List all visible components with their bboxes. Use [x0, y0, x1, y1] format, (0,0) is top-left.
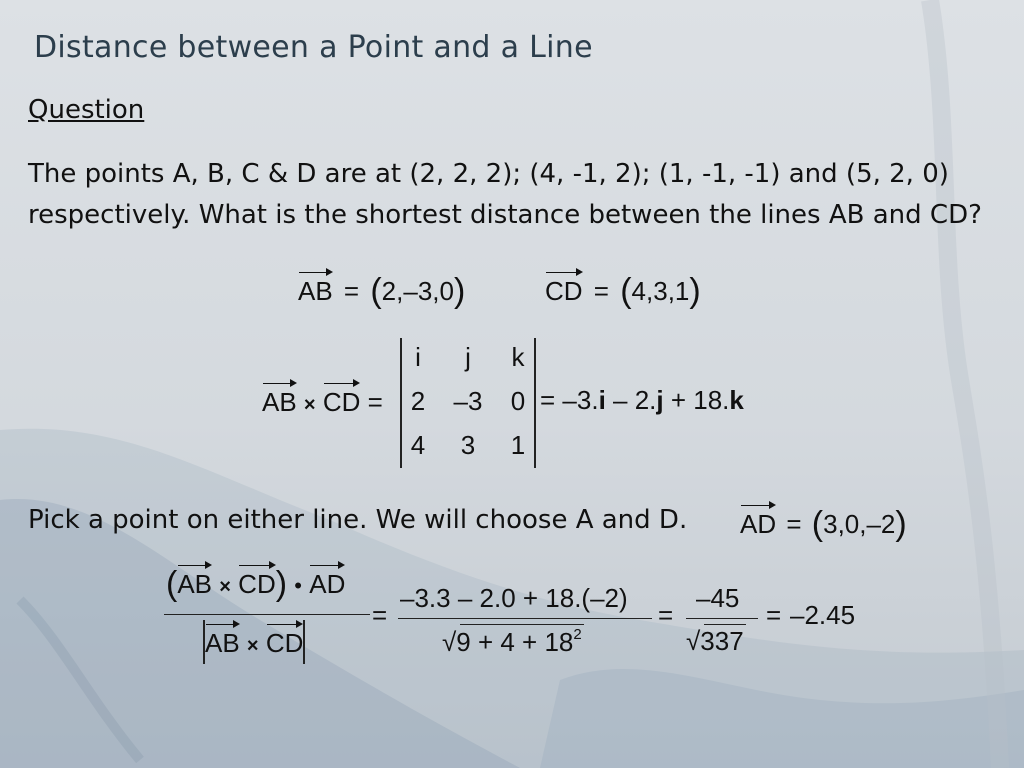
slide-title: Distance between a Point and a Line: [34, 30, 593, 65]
unit-j: j: [656, 385, 664, 415]
fraction-line: [686, 618, 758, 619]
num-ad: AD: [309, 569, 346, 599]
vector-ab-label: AB: [298, 276, 333, 306]
cross-operator: ×: [246, 635, 259, 657]
determinant-matrix: [400, 338, 536, 468]
fraction-line: [398, 618, 652, 619]
formula-numerator: (AB × CD) • AD: [166, 565, 346, 603]
matrix-cell: 1: [510, 430, 526, 460]
matrix-cell: 0: [510, 386, 526, 416]
cross-lhs-cd: CD: [322, 387, 361, 417]
vector-cd-value: 4,3,1: [631, 276, 690, 306]
equals-sign: =: [343, 276, 360, 306]
fraction2-numerator: –45: [696, 583, 740, 613]
dot-operator: •: [294, 573, 302, 598]
cross-product-result: [540, 385, 744, 416]
fraction-line: [164, 614, 370, 615]
num-ab: AB: [177, 569, 213, 599]
result-part: – 2.: [605, 385, 657, 415]
result-part: = –3.: [540, 385, 599, 415]
cross-lhs-ab: AB: [262, 387, 297, 417]
num-cd: CD: [238, 569, 276, 599]
matrix-cell: k: [511, 342, 525, 372]
equals-sign: =: [658, 600, 674, 630]
vector-ad-label: AD: [740, 509, 777, 539]
matrix-cell: 3: [460, 430, 476, 460]
cross-operator: ×: [303, 394, 316, 416]
matrix-cell: j: [465, 342, 471, 372]
cross-operator: ×: [219, 576, 231, 598]
sqrt-content: 9 + 4 + 18: [456, 627, 574, 657]
den-ab: AB: [205, 628, 240, 658]
exponent: 2: [573, 626, 582, 643]
matrix-cell: –3: [453, 386, 483, 416]
square-root: √ $9 + 4 + 18^2$: [442, 626, 582, 657]
result-part: + 18.: [663, 385, 730, 415]
formula-denominator: [203, 620, 305, 664]
vector-cd-label: CD: [545, 276, 583, 306]
vector-ad-value: 3,0,–2: [823, 509, 896, 539]
question-text: The points A, B, C & D are at (2, 2, 2); (4, -1, 2); (1, -1, -1) and (5, 2, 0) respectively. What is the shortest distance between the lines AB and CD?: [28, 159, 982, 230]
vector-ab-value: 2,–3,0: [381, 276, 454, 306]
equals-sign: =: [766, 600, 782, 630]
equals-sign: =: [593, 276, 609, 306]
cross-product-lhs: [262, 385, 383, 418]
equals-sign: =: [367, 387, 383, 417]
vector-ab-equation: AB = (2,–3,0): [298, 272, 466, 310]
vector-cd-equation: CD = (4,3,1): [545, 272, 701, 310]
step-numerator: –3.3 – 2.0 + 18.(–2): [400, 583, 628, 613]
fraction2-denominator: [686, 626, 744, 657]
equals-sign: =: [786, 509, 802, 539]
equals-sign: =: [372, 600, 388, 630]
matrix-cell: i: [415, 342, 421, 372]
unit-k: k: [729, 385, 744, 415]
pick-point-text: Pick a point on either line. We will choose A and D.: [28, 505, 688, 535]
question-heading: Question: [28, 95, 145, 125]
unit-i: i: [598, 385, 606, 415]
square-root: √ 337: [686, 626, 744, 656]
step-denominator: [442, 626, 582, 658]
sqrt-content: 337: [700, 626, 744, 656]
final-result: –2.45: [790, 600, 856, 630]
matrix-cell: 4: [410, 430, 426, 460]
vector-ad-equation: AD = (3,0,–2): [740, 505, 907, 543]
den-cd: CD: [265, 628, 304, 658]
matrix-cell: 2: [410, 386, 426, 416]
